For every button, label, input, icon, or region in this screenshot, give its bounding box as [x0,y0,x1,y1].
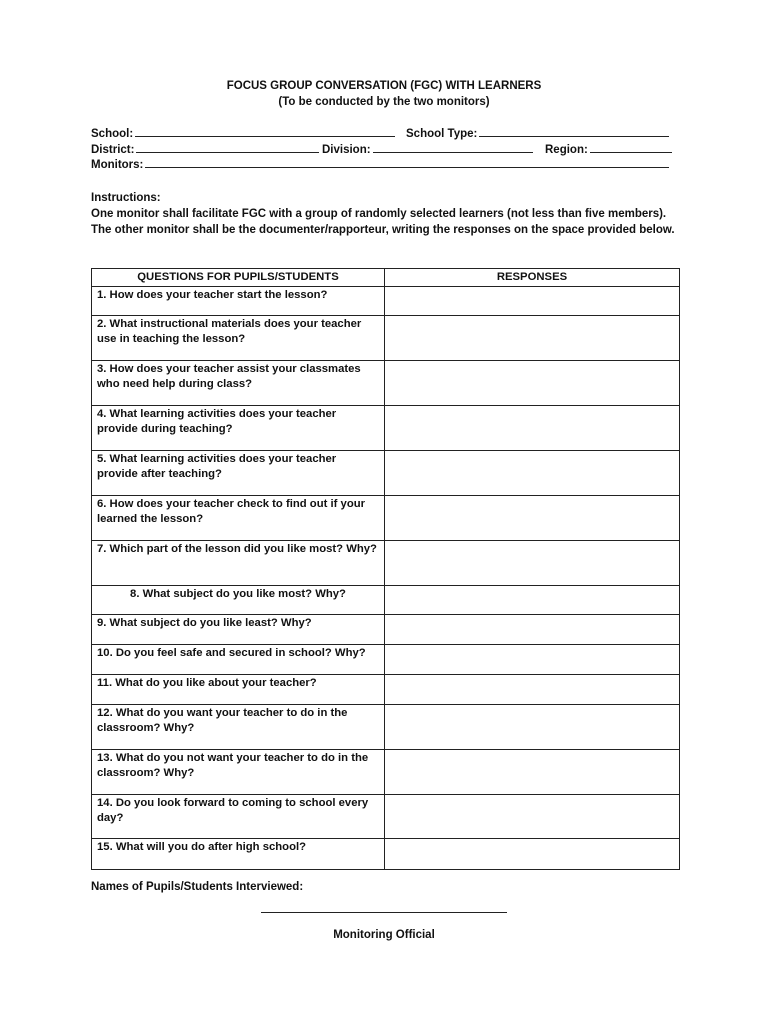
question-cell: 4. What learning activities does your teacher provide during teaching? [92,406,385,451]
questions-column-header: QUESTIONS FOR PUPILS/STUDENTS [92,269,385,287]
response-cell[interactable] [385,406,680,451]
questions-table [91,268,680,870]
question-cell: 5. What learning activities does your teacher provide after teaching? [92,451,385,496]
monitors-label: Monitors: [91,159,144,171]
table-row [92,645,680,675]
responses-column-header: RESPONSES [385,269,680,287]
division-blank [373,142,533,153]
response-cell[interactable] [385,361,680,406]
instructions-heading: Instructions: [91,192,161,204]
question-cell: 2. What instructional materials does your teacher use in teaching the lesson? [92,316,385,361]
monitors-blank [145,157,669,168]
question-cell: 8. What subject do you like most? Why? [92,586,385,615]
response-cell[interactable] [385,541,680,586]
question-cell: 1. How does your teacher start the lesson? [92,287,385,316]
response-cell[interactable] [385,451,680,496]
question-cell: 11. What do you like about your teacher? [92,675,385,705]
question-cell: 7. Which part of the lesson did you like most? Why? [92,541,385,586]
table-row [92,615,680,645]
table-row [92,839,680,870]
school-label: School: [91,128,134,140]
response-cell[interactable] [385,586,680,615]
school-blank [135,126,395,137]
division-label: Division: [322,144,371,156]
response-cell[interactable] [385,316,680,361]
form-title: FOCUS GROUP CONVERSATION (FGC) WITH LEARNERS [226,80,542,92]
table-row [92,451,680,496]
table-header-row [92,269,680,287]
monitors-field [91,157,669,171]
school-type-blank [479,126,669,137]
question-cell: 3. How does your teacher assist your classmates who need help during class? [92,361,385,406]
school-field [91,126,395,140]
question-cell: 14. Do you look forward to coming to school every day? [92,795,385,839]
question-cell: 13. What do you not want your teacher to do in the classroom? Why? [92,750,385,795]
school-type-field [406,126,669,140]
region-label: Region: [545,144,588,156]
question-cell: 6. How does your teacher check to find out if your learned the lesson? [92,496,385,541]
district-blank [136,142,319,153]
response-cell[interactable] [385,645,680,675]
response-cell[interactable] [385,287,680,316]
response-cell[interactable] [385,496,680,541]
table-row [92,705,680,750]
table-row [92,316,680,361]
district-label: District: [91,144,135,156]
table-row [92,586,680,615]
region-field [545,142,672,156]
instructions-block [91,190,681,238]
response-cell[interactable] [385,675,680,705]
question-cell: 15. What will you do after high school? [92,839,385,870]
question-cell: 10. Do you feel safe and secured in school? Why? [92,645,385,675]
table-row [92,541,680,586]
response-cell[interactable] [385,839,680,870]
table-row [92,795,680,839]
response-cell[interactable] [385,750,680,795]
instructions-body: One monitor shall facilitate FGC with a group of randomly selected learners (not less than five members). The other monitor shall be the documenter/rapporteur, writing the responses on the space provided below. [91,208,675,236]
response-cell[interactable] [385,795,680,839]
question-cell: 12. What do you want your teacher to do in the classroom? Why? [92,705,385,750]
table-row [92,496,680,541]
table-row [92,675,680,705]
region-blank [590,142,672,153]
response-cell[interactable] [385,615,680,645]
table-row [92,287,680,316]
form-subtitle: (To be conducted by the two monitors) [278,96,490,108]
division-field [322,142,533,156]
table-row [92,750,680,795]
table-row [92,361,680,406]
table-row [92,406,680,451]
question-cell: 9. What subject do you like least? Why? [92,615,385,645]
response-cell[interactable] [385,705,680,750]
school-type-label: School Type: [406,128,478,140]
names-interviewed-label: Names of Pupils/Students Interviewed: [91,881,304,893]
district-field [91,142,319,156]
signature-line [261,912,507,913]
signature-label: Monitoring Official [333,929,435,941]
